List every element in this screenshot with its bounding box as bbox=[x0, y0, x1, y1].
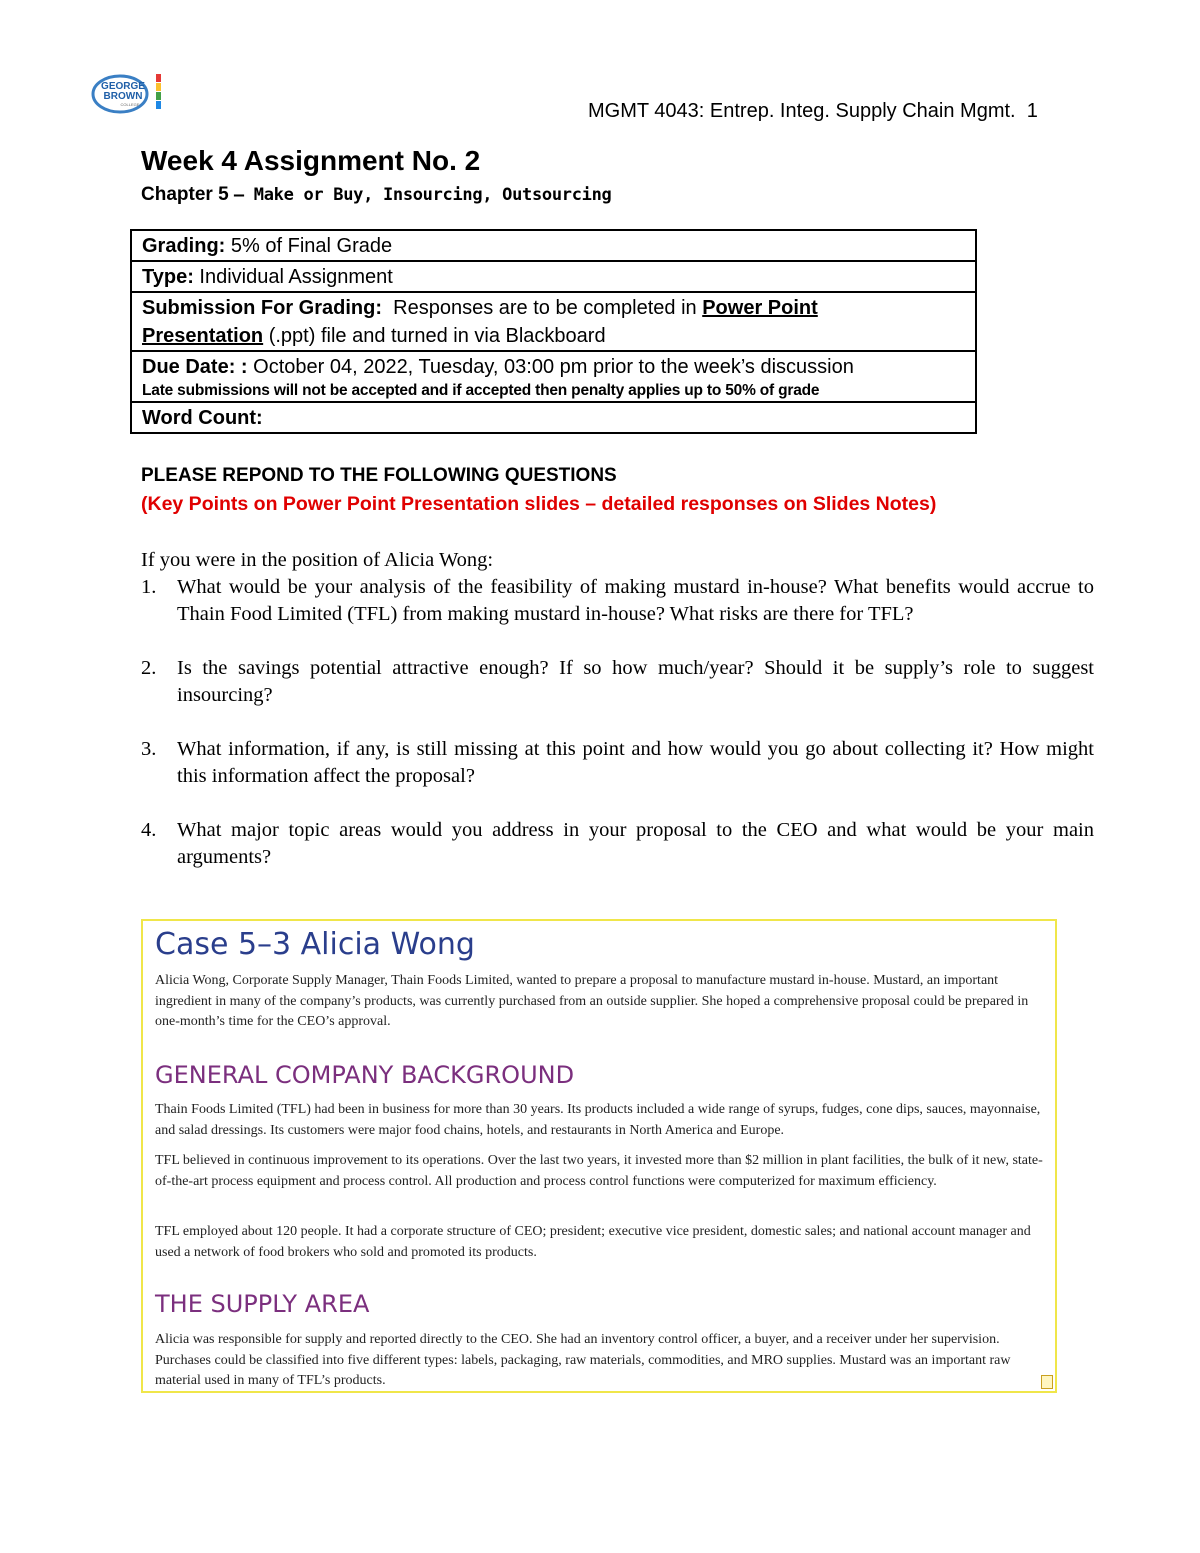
case-title: Case 5–3 Alicia Wong bbox=[155, 927, 475, 962]
type-row bbox=[131, 261, 976, 292]
question-item bbox=[141, 574, 1094, 628]
late-submission-note: Late submissions will not be accepted and if accepted then penalty applies up to 50% of grade bbox=[142, 382, 820, 399]
grading-row bbox=[131, 230, 976, 261]
case-intro-paragraph: Alicia Wong, Corporate Supply Manager, Thain Foods Limited, wanted to prepare a proposal to manufacture mustard in-house. Mustard, an important ingredient in many of the company’s products, was currently purchased from an outside supplier. She hoped a comprehensive proposal could be prepared in one-month’s time for the CEO’s approval. bbox=[155, 973, 1029, 1029]
logo-text-1: GEORGE bbox=[101, 81, 145, 92]
case-excerpt-image bbox=[141, 919, 1057, 1393]
question-number: 2. bbox=[141, 657, 157, 679]
questions-subheading: (Key Points on Power Point Presentation slides – detailed responses on Slides Notes) bbox=[141, 493, 937, 515]
question-item bbox=[141, 817, 1094, 871]
presentation-link: Presentation bbox=[142, 325, 264, 347]
word-count-label: Word Count: bbox=[142, 407, 263, 429]
page-number: 1 bbox=[1026, 100, 1038, 122]
question-text: Is the savings potential attractive enough? If so how much/year? Should it be supply’s role to suggest insourcing? bbox=[177, 657, 1094, 706]
case-paragraph: Alicia was responsible for supply and reported directly to the CEO. She had an inventory control officer, a buyer, and a receiver under her supervision. Purchases could be classified into five different types: labels, packaging, raw materials, commodities, and MRO supplies. Mustard was an important raw material used in many of TFL’s products. bbox=[155, 1332, 1011, 1388]
chapter-label: Chapter 5 bbox=[141, 184, 229, 205]
submission-text: Responses are to be completed in bbox=[382, 297, 703, 319]
submission-label: Submission For Grading: bbox=[142, 297, 383, 319]
question-number: 1. bbox=[141, 576, 157, 598]
logo-text-2: BROWN bbox=[103, 91, 143, 102]
due-date-row bbox=[131, 351, 976, 402]
case-section-heading: THE SUPPLY AREA bbox=[155, 1290, 370, 1318]
assignment-info-table bbox=[130, 229, 977, 434]
question-text: What information, if any, is still missing at this point and how would you go about collecting it? How might this information affect the proposal? bbox=[177, 738, 1094, 787]
question-text: What would be your analysis of the feasibility of making mustard in-house? What benefits would accrue to Thain Food Limited (TFL) from making mustard in-house? What risks are there for TFL? bbox=[177, 576, 1094, 625]
grading-label: Grading: bbox=[142, 235, 226, 257]
question-list bbox=[141, 574, 1094, 898]
chapter-topic: – Make or Buy, Insourcing, Outsourcing bbox=[233, 185, 612, 205]
case-paragraph: TFL believed in continuous improvement to its operations. Over the last two years, it invested more than $2 million in plant facilities, the bulk of it new, state-of-the-art process equipment and process control. All production and process control functions were computerized for maximum efficiency. bbox=[155, 1153, 1043, 1189]
due-date-value: October 04, 2022, Tuesday, 03:00 pm prior to the week’s discussion bbox=[247, 356, 854, 378]
case-paragraph: TFL employed about 120 people. It had a corporate structure of CEO; president; executive vice president, domestic sales; and national account manager and used a network of food brokers who sold and promoted its products. bbox=[155, 1224, 1031, 1260]
question-number: 3. bbox=[141, 738, 157, 760]
question-item bbox=[141, 736, 1094, 790]
question-number: 4. bbox=[141, 819, 157, 841]
grading-value: 5% of Final Grade bbox=[225, 235, 393, 257]
running-header bbox=[588, 98, 1038, 124]
type-value: Individual Assignment bbox=[193, 266, 393, 288]
due-date-label: Due Date: : bbox=[142, 356, 248, 378]
questions-intro: If you were in the position of Alicia Wong: bbox=[141, 549, 494, 571]
word-count-row bbox=[131, 402, 976, 433]
question-item bbox=[141, 655, 1094, 709]
question-text: What major topic areas would you address in your proposal to the CEO and what would be your main arguments? bbox=[177, 819, 1094, 868]
submission-row bbox=[131, 292, 976, 351]
power-point-link: Power Point bbox=[702, 297, 818, 319]
document-icon bbox=[1041, 1375, 1053, 1389]
questions-heading: PLEASE REPOND TO THE FOLLOWING QUESTIONS bbox=[141, 465, 617, 486]
logo-text-3: COLLEGE bbox=[120, 102, 140, 107]
case-section-heading: GENERAL COMPANY BACKGROUND bbox=[155, 1061, 575, 1089]
case-paragraph: Thain Foods Limited (TFL) had been in business for more than 30 years. Its products included a wide range of syrups, fudges, cone dips, sauces, mayonnaise, and salad dressings. Its customers were major food chains, hotels, and restaurants in North America and Europe. bbox=[155, 1102, 1041, 1138]
course-title: MGMT 4043: Entrep. Integ. Supply Chain Mgmt. bbox=[588, 100, 1016, 122]
type-label: Type: bbox=[142, 266, 194, 288]
college-logo bbox=[90, 72, 165, 116]
document-subtitle bbox=[141, 182, 611, 208]
submission-text-end: (.ppt) file and turned in via Blackboard bbox=[263, 325, 606, 347]
document-title: Week 4 Assignment No. 2 bbox=[141, 145, 481, 176]
